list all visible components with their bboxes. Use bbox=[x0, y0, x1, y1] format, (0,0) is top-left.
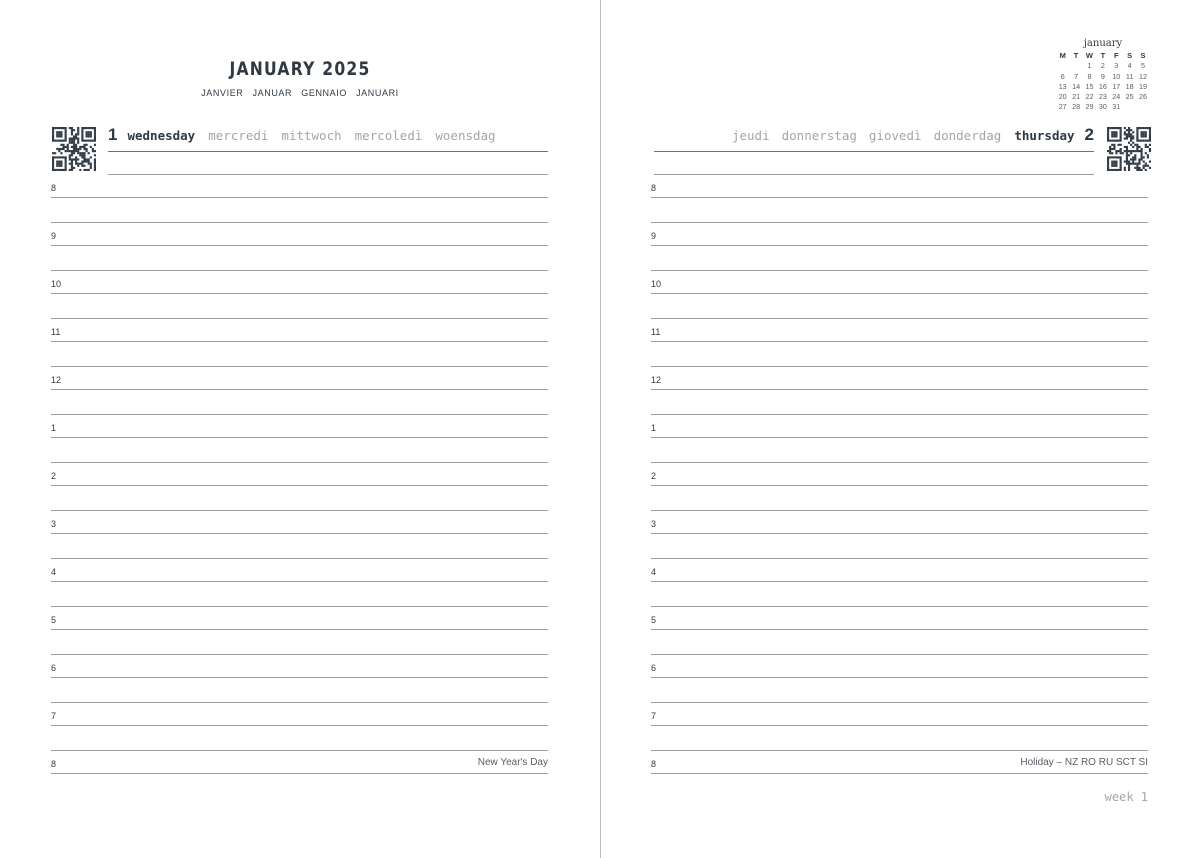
hour-row[interactable] bbox=[651, 654, 1148, 678]
hour-line bbox=[51, 245, 548, 246]
hour-label: 5 bbox=[651, 615, 657, 625]
hour-line bbox=[51, 437, 548, 438]
mini-calendar-date[interactable]: 3 bbox=[1114, 61, 1119, 71]
hour-line bbox=[651, 245, 1148, 246]
hour-line bbox=[51, 293, 548, 294]
mini-calendar-weekday: F bbox=[1113, 51, 1119, 60]
mini-calendar-date bbox=[1056, 61, 1069, 71]
day-name: thursday bbox=[1014, 128, 1075, 143]
day-header-left bbox=[108, 123, 548, 152]
hour-label: 9 bbox=[51, 231, 57, 241]
hour-label: 1 bbox=[651, 423, 657, 433]
day-translation-fr: jeudi bbox=[731, 128, 770, 143]
hour-line bbox=[51, 485, 548, 486]
mini-calendar-weekday: T bbox=[1073, 51, 1079, 60]
mini-calendar-date[interactable]: 27 bbox=[1058, 102, 1067, 112]
hour-line bbox=[51, 725, 548, 726]
hour-row[interactable] bbox=[51, 462, 548, 486]
hour-label: 4 bbox=[651, 567, 657, 577]
day-translation-it: mercoledì bbox=[354, 128, 423, 143]
hour-label: 5 bbox=[51, 615, 57, 625]
day-translation-fr: mercredi bbox=[208, 128, 269, 143]
hour-row[interactable] bbox=[651, 558, 1148, 582]
hour-line bbox=[651, 197, 1148, 198]
mini-calendar-date[interactable]: 28 bbox=[1072, 102, 1081, 112]
hour-row[interactable] bbox=[51, 366, 548, 390]
mini-calendar-date[interactable]: 9 bbox=[1100, 71, 1105, 81]
mini-calendar-date bbox=[1069, 61, 1082, 71]
mini-calendar-date bbox=[1136, 102, 1149, 112]
mini-calendar-date[interactable]: 15 bbox=[1085, 81, 1094, 91]
hour-row[interactable] bbox=[51, 222, 548, 246]
hour-row[interactable] bbox=[51, 606, 548, 630]
mini-calendar-date[interactable]: 14 bbox=[1072, 81, 1081, 91]
mini-calendar-date[interactable]: 7 bbox=[1074, 71, 1079, 81]
day-translation-de: mittwoch bbox=[281, 128, 342, 143]
mini-calendar-date[interactable]: 23 bbox=[1098, 92, 1107, 102]
hour-line bbox=[651, 629, 1148, 630]
hour-row[interactable] bbox=[651, 510, 1148, 534]
mini-calendar-date[interactable]: 1 bbox=[1087, 61, 1092, 71]
hour-line bbox=[51, 341, 548, 342]
mini-calendar-date[interactable]: 19 bbox=[1139, 81, 1148, 91]
hour-row[interactable] bbox=[51, 510, 548, 534]
mini-calendar-date[interactable]: 22 bbox=[1085, 92, 1094, 102]
hour-label: 3 bbox=[651, 519, 657, 529]
mini-calendar-title: january bbox=[1083, 38, 1123, 49]
day-number: 1 bbox=[108, 125, 118, 144]
hour-line bbox=[51, 389, 548, 390]
mini-calendar-weekday: T bbox=[1100, 51, 1106, 60]
mini-calendar-date[interactable]: 6 bbox=[1060, 71, 1065, 81]
mini-calendar-date[interactable]: 26 bbox=[1139, 92, 1148, 102]
hour-line bbox=[651, 773, 1148, 774]
hour-line bbox=[51, 197, 548, 198]
hour-row[interactable] bbox=[651, 414, 1148, 438]
hour-label: 10 bbox=[51, 279, 62, 289]
mini-calendar-date[interactable]: 21 bbox=[1072, 92, 1081, 102]
mini-calendar-weekday: S bbox=[1140, 51, 1146, 60]
mini-calendar-date[interactable]: 24 bbox=[1112, 92, 1121, 102]
mini-calendar-date[interactable]: 30 bbox=[1098, 102, 1107, 112]
month-translation-it: GENNAIO bbox=[301, 88, 347, 98]
hour-row[interactable] bbox=[51, 654, 548, 678]
hour-label: 8 bbox=[651, 759, 657, 769]
hour-label: 9 bbox=[651, 231, 657, 241]
hour-line bbox=[51, 677, 548, 678]
mini-calendar-date[interactable]: 12 bbox=[1139, 71, 1148, 81]
mini-calendar-date[interactable]: 10 bbox=[1112, 71, 1121, 81]
hour-label: 7 bbox=[651, 711, 657, 721]
hour-line bbox=[51, 773, 548, 774]
hour-label: 8 bbox=[51, 759, 57, 769]
hour-row[interactable] bbox=[51, 702, 548, 726]
hour-label: 3 bbox=[51, 519, 57, 529]
hour-line bbox=[651, 485, 1148, 486]
hour-line bbox=[651, 581, 1148, 582]
hour-line bbox=[651, 677, 1148, 678]
day-translation-nl: donderdag bbox=[933, 128, 1002, 143]
mini-calendar-weekday: W bbox=[1085, 51, 1094, 60]
week-label: week 1 bbox=[1104, 790, 1148, 804]
mini-calendar-date[interactable]: 31 bbox=[1112, 102, 1121, 112]
month-translations bbox=[0, 88, 600, 98]
month-translation-nl: JANUARI bbox=[356, 88, 399, 98]
mini-calendar-weekday: M bbox=[1059, 51, 1066, 60]
hour-row[interactable] bbox=[51, 558, 548, 582]
mini-calendar-date[interactable]: 25 bbox=[1125, 92, 1134, 102]
hour-line bbox=[651, 437, 1148, 438]
mini-calendar-weekday: S bbox=[1127, 51, 1133, 60]
hour-row[interactable] bbox=[51, 270, 548, 294]
hour-line bbox=[651, 533, 1148, 534]
hour-label: 6 bbox=[651, 663, 657, 673]
hour-label: 2 bbox=[51, 471, 57, 481]
hour-row[interactable] bbox=[651, 462, 1148, 486]
hour-label: 12 bbox=[651, 375, 662, 385]
hour-line bbox=[51, 581, 548, 582]
hour-row[interactable] bbox=[651, 174, 1148, 198]
holiday-note: Holiday – NZ RO RU SCT SI bbox=[1020, 757, 1148, 768]
day-name: wednesday bbox=[127, 128, 196, 143]
mini-calendar-date[interactable]: 16 bbox=[1098, 81, 1107, 91]
qr-code-icon[interactable] bbox=[52, 127, 96, 171]
holiday-note: New Year's Day bbox=[477, 757, 548, 768]
hour-label: 4 bbox=[51, 567, 57, 577]
hour-line bbox=[651, 293, 1148, 294]
mini-calendar-date[interactable]: 2 bbox=[1100, 61, 1105, 71]
mini-calendar-date[interactable]: 13 bbox=[1058, 81, 1067, 91]
hour-row[interactable] bbox=[651, 702, 1148, 726]
month-translation-de: JANUAR bbox=[252, 88, 293, 98]
hour-label: 10 bbox=[651, 279, 662, 289]
hour-label: 7 bbox=[51, 711, 57, 721]
qr-code-icon[interactable] bbox=[1107, 127, 1151, 171]
hour-row[interactable] bbox=[51, 318, 548, 342]
hour-row[interactable] bbox=[51, 414, 548, 438]
hour-row[interactable] bbox=[51, 750, 548, 774]
hour-line bbox=[51, 629, 548, 630]
hour-line bbox=[651, 725, 1148, 726]
month-translation-fr: JANVIER bbox=[201, 88, 244, 98]
hour-line bbox=[51, 533, 548, 534]
mini-calendar-date[interactable]: 5 bbox=[1141, 61, 1146, 71]
hour-row[interactable] bbox=[651, 606, 1148, 630]
mini-calendar-date[interactable]: 18 bbox=[1125, 81, 1134, 91]
hour-row[interactable] bbox=[651, 222, 1148, 246]
day-header-right bbox=[654, 123, 1094, 152]
hour-row[interactable] bbox=[51, 174, 548, 198]
mini-calendar-date bbox=[1123, 102, 1136, 112]
hour-label: 8 bbox=[651, 183, 657, 193]
day-translation-de: donnerstag bbox=[781, 128, 857, 143]
day-translation-nl: woensdag bbox=[435, 128, 496, 143]
day-translation-it: giovedì bbox=[868, 128, 922, 143]
page-spine bbox=[600, 0, 601, 858]
mini-calendar-date[interactable]: 20 bbox=[1058, 92, 1067, 102]
mini-calendar-date[interactable]: 17 bbox=[1112, 81, 1121, 91]
hour-label: 2 bbox=[651, 471, 657, 481]
hour-label: 12 bbox=[51, 375, 62, 385]
hour-row[interactable] bbox=[651, 318, 1148, 342]
hour-line bbox=[651, 389, 1148, 390]
mini-calendar-date[interactable]: 8 bbox=[1087, 71, 1092, 81]
mini-calendar-date[interactable]: 29 bbox=[1085, 102, 1094, 112]
hour-line bbox=[651, 341, 1148, 342]
hour-row[interactable] bbox=[651, 270, 1148, 294]
day-number: 2 bbox=[1084, 125, 1094, 144]
mini-calendar-date[interactable]: 11 bbox=[1125, 71, 1134, 81]
hour-label: 1 bbox=[51, 423, 57, 433]
mini-calendar-date[interactable]: 4 bbox=[1127, 61, 1132, 71]
hour-label: 11 bbox=[51, 327, 61, 337]
hour-label: 6 bbox=[51, 663, 57, 673]
mini-calendar-grid bbox=[1056, 51, 1150, 113]
hour-row[interactable] bbox=[651, 366, 1148, 390]
month-title: JANUARY 2025 bbox=[229, 58, 371, 80]
mini-calendar bbox=[1056, 38, 1150, 113]
hour-label: 11 bbox=[651, 327, 661, 337]
hour-label: 8 bbox=[51, 183, 57, 193]
